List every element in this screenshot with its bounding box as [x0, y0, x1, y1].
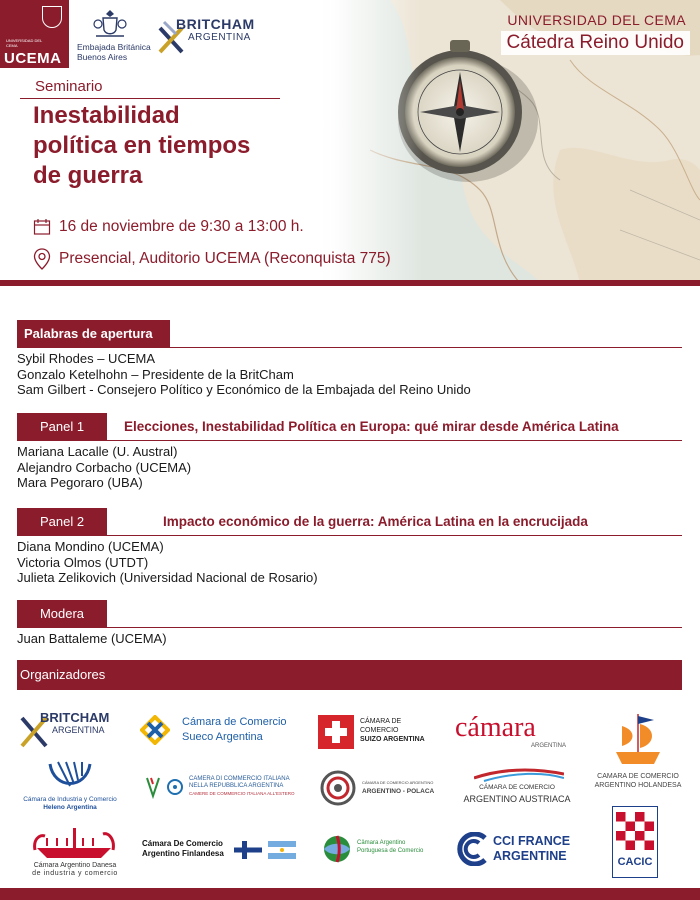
embajada-text: Embajada Británica Buenos Aires [77, 42, 151, 62]
swiss-cross-icon [318, 715, 354, 749]
britcham-country: ARGENTINA [52, 725, 105, 735]
heleno-line-1: Cámara de Industria y Comercio [23, 796, 117, 803]
sueco-name-1: Cámara de Comercio [182, 716, 287, 728]
portuguesa-text [357, 839, 423, 855]
finlandesa-line-1: Cámara De Comercio [142, 839, 223, 848]
danesa-text [25, 862, 125, 878]
speaker: Victoria Olmos (UTDT) [17, 554, 149, 570]
polaca-emblem-icon [320, 770, 356, 806]
header-divider [0, 280, 700, 286]
britcham-header-logo [158, 12, 255, 60]
event-title [33, 101, 323, 191]
section-panel-1-title: Elecciones, Inestabilidad Política en Europa: qué mirar desde América Latina [124, 419, 619, 434]
logo-austriaca [458, 766, 576, 808]
section-apertura-label: Palabras de apertura [17, 320, 170, 347]
italiana-line-1: CAMERA DI COMMERCIO ITALIANA [189, 776, 290, 782]
suizo-line-2: COMERCIO [360, 727, 399, 734]
section-panel-2-label: Panel 2 [17, 508, 107, 535]
logo-britcham [20, 708, 115, 756]
speaker: Juan Battaleme (UCEMA) [17, 631, 167, 646]
seminario-label: Seminario [35, 78, 103, 95]
camara-sub: ARGENTINA [530, 743, 566, 749]
heleno-line-2: Heleno Argentina [43, 804, 97, 811]
event-place-row [33, 248, 391, 270]
italiana-line-2: NELLA REPUBBLICA ARGENTINA [189, 783, 284, 789]
event-title-line-1: Inestabilidad [33, 102, 180, 129]
speaker: Diana Mondino (UCEMA) [17, 539, 164, 554]
finland-flag-icon [234, 841, 262, 859]
ucema-logo-name: UCEMA [4, 50, 62, 67]
catedra-title: Cátedra Reino Unido [501, 31, 690, 55]
cci-line-2: ARGENTINE [493, 849, 567, 863]
section-panel-2-title: Impacto económico de la guerra: América Latina en la encrucijada [163, 514, 588, 529]
cci-logo-icon [455, 832, 489, 866]
logo-camara-argentina [455, 712, 570, 756]
britcham-header-name: BRITCHAM [176, 16, 255, 32]
speaker: Julieta Zelikovich (Universidad Nacional de Rosario) [17, 570, 318, 585]
heleno-arc-icon [48, 760, 92, 794]
holandesa-line-1: CAMARA DE COMERCIO [597, 773, 679, 780]
suizo-text [360, 717, 425, 744]
section-modera-speakers [17, 628, 682, 647]
speaker: Sybil Rhodes – UCEMA [17, 351, 155, 366]
austriaca-wave-icon [474, 766, 564, 782]
event-date-row [33, 218, 304, 236]
logo-italiana [145, 774, 310, 804]
speaker: Alejandro Corbacho (UCEMA) [17, 459, 192, 475]
embajada-britanica-logo [77, 8, 157, 63]
event-title-line-2: política en tiempos [33, 132, 251, 159]
portuguesa-line-2: Portuguesa de Comercio [357, 848, 424, 854]
logo-holandesa [592, 712, 684, 792]
section-panel-1-speakers [17, 441, 682, 491]
section-modera-label: Modera [17, 600, 107, 627]
holandesa-text [592, 772, 684, 790]
section-panel-2-header [17, 508, 682, 536]
viking-ship-icon [33, 826, 115, 860]
britcham-header-country: ARGENTINA [188, 32, 251, 43]
logo-cci-france [455, 830, 575, 868]
argentina-flag-icon [268, 841, 296, 859]
location-pin-icon [33, 248, 51, 270]
danesa-line-1: Cámara Argentino Danesa [33, 862, 117, 869]
logo-sueco [140, 713, 300, 753]
sueco-knot-icon [140, 715, 170, 745]
ship-icon [612, 712, 664, 768]
universidad-title: UNIVERSIDAD DEL CEMA [507, 12, 686, 28]
royal-crest-icon [93, 8, 127, 40]
sueco-name-2: Sueco Argentina [182, 731, 263, 743]
logo-suizo [318, 713, 438, 753]
logo-cacic [612, 806, 658, 878]
logo-portuguesa [322, 832, 442, 866]
event-place: Presencial, Auditorio UCEMA (Reconquista 775) [59, 250, 391, 267]
polaca-line-1: CÁMARA DE COMERCIO ARGENTINO [362, 780, 434, 785]
ucema-logo [0, 0, 69, 68]
suizo-line-3: SUIZO ARGENTINA [360, 736, 425, 743]
speaker: Sam Gilbert - Consejero Político y Económico de la Embajada del Reino Unido [17, 382, 471, 397]
header-banner [0, 0, 700, 283]
section-apertura-speakers [17, 348, 682, 398]
portuguesa-globe-icon [322, 834, 352, 864]
section-panel-1-header [17, 413, 682, 441]
heleno-text [15, 796, 125, 812]
austriaca-line-2: ARGENTINO AUSTRIACA [463, 794, 571, 804]
footer-band [0, 888, 700, 900]
speaker: Mariana Lacalle (U. Austral) [17, 444, 178, 459]
section-modera [17, 600, 682, 647]
suizo-line-1: CÁMARA DE [360, 718, 402, 725]
italiana-line-3: CAMERE DE COMMERCIO ITALIANA ALL'ESTERO [189, 791, 295, 796]
logo-finlandesa [142, 838, 302, 864]
portuguesa-line-1: Câmara Argentino [357, 840, 406, 846]
austriaca-line-1: CÁMARA DE COMERCIO [479, 784, 555, 791]
italiana-text [189, 776, 295, 797]
event-title-line-3: de guerra [33, 162, 143, 189]
section-apertura-header [17, 320, 682, 348]
calendar-icon [33, 218, 51, 236]
speaker: Mara Pegoraro (UBA) [17, 475, 143, 490]
italiana-flower-icon [145, 774, 185, 800]
ucema-crest-icon [42, 6, 62, 28]
organizadores-bar: Organizadores [17, 660, 682, 690]
danesa-line-2: de industria y comercio [32, 870, 118, 877]
seminario-divider [20, 98, 280, 99]
camara-word: cámara [455, 712, 536, 743]
holandesa-line-2: ARGENTINO HOLANDESA [594, 782, 682, 789]
cci-line-1: CCI FRANCE [493, 834, 571, 848]
logo-heleno [15, 760, 125, 812]
section-panel-1-label: Panel 1 [17, 413, 107, 440]
section-panel-1 [17, 413, 682, 491]
section-modera-header [17, 600, 682, 628]
section-apertura [17, 320, 682, 398]
logo-danesa [25, 826, 125, 884]
finlandesa-text [142, 839, 224, 859]
section-panel-2 [17, 508, 682, 586]
britcham-name: BRITCHAM [40, 710, 110, 725]
cacic-label: CACIC [617, 856, 653, 868]
speaker: Gonzalo Ketelhohn – Presidente de la BritCham [17, 366, 294, 382]
event-date: 16 de noviembre de 9:30 a 13:00 h. [59, 218, 304, 235]
section-panel-2-speakers [17, 536, 682, 586]
logo-polaca [320, 770, 440, 806]
polaca-line-2: ARGENTINO - POLACA [362, 788, 435, 795]
finlandesa-line-2: Argentino Finlandesa [142, 849, 224, 858]
ucema-logo-small-text: UNIVERSIDAD DEL CEMA [6, 38, 43, 48]
